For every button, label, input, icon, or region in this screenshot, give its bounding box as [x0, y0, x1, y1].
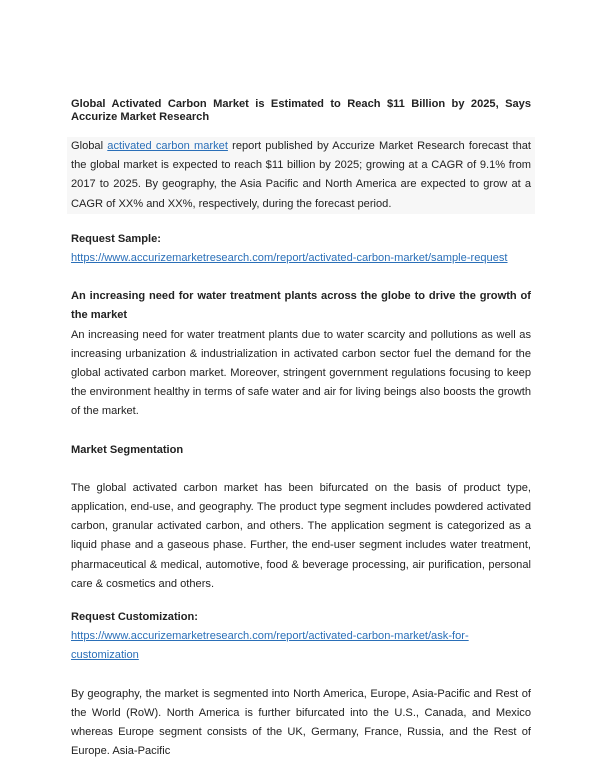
intro-lead: Global — [71, 140, 108, 152]
request-customization-section — [71, 608, 531, 666]
market-segmentation-body: The global activated carbon market has been bifurcated on the basis of product type, application, end-use, and geography. The product type segment includes powdered activated carbon, granular activated carbon, and others. The application segment is categorized as a liquid phase and a gaseous phase. Further, the end-user segment includes water treatment, pharmaceutical & medical, automotive, food & beverage processing, air purification, personal care & cosmetics and others. — [71, 481, 531, 590]
activated-carbon-market-link[interactable]: activated carbon market — [107, 140, 228, 152]
document-title: Global Activated Carbon Market is Estimated to Reach $11 Billion by 2025, Says Accurize Market Research — [71, 98, 531, 123]
geography-paragraph: By geography, the market is segmented into North America, Europe, Asia-Pacific and Rest of the World (RoW). North America is further bifurcated into the U.S., Canada, and Mexico whereas Europe segment consists of the UK, Germany, France, Russia, and the Rest of Europe. Asia-Pacific — [71, 687, 531, 758]
request-customization-label: Request Customization: — [71, 611, 198, 624]
request-sample-section — [71, 230, 531, 268]
document-page — [71, 98, 531, 761]
intro-rest: report published by Accurize Market Research forecast that the global market is expected to reach $11 billion by 2025; growing at a CAGR of 9.1% from 2017 to 2025. By geography, the Asia Pacific and North America are expected to grow at a CAGR of XX% and XX%, respectively, during the forecast period. — [71, 140, 532, 210]
request-sample-link[interactable]: https://www.accurizemarketresearch.com/report/activated-carbon-market/sample-request — [71, 252, 508, 265]
market-segmentation-section — [71, 441, 531, 594]
intro-paragraph — [71, 137, 531, 214]
request-sample-label: Request Sample: — [71, 232, 162, 245]
intro-block — [67, 137, 535, 214]
water-treatment-section — [71, 287, 531, 421]
market-segmentation-heading: Market Segmentation — [71, 443, 184, 456]
water-treatment-body: An increasing need for water treatment plants due to water scarcity and pollutions as well as increasing urbanization & industrialization in activated carbon sector fuel the demand for the global activated carbon market. Moreover, stringent government regulations focusing to keep the environment healthy in terms of safe water and air for living beings also boosts the growth of the market. — [71, 328, 531, 418]
water-treatment-heading: An increasing need for water treatment plants across the globe to drive the growth of the market — [71, 290, 531, 322]
request-customization-link[interactable]: https://www.accurizemarketresearch.com/report/activated-carbon-market/ask-for-customization — [71, 630, 469, 662]
